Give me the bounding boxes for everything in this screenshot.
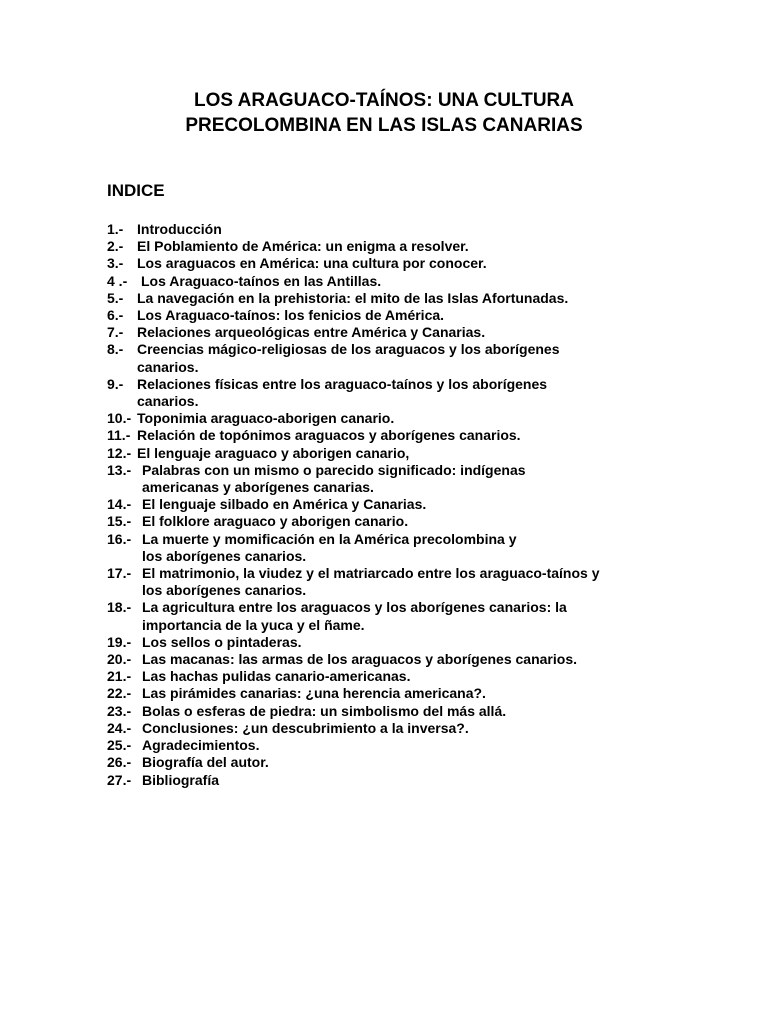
- toc-entry-number: 5.-: [107, 289, 124, 306]
- toc-entry-text: [142, 651, 577, 668]
- toc-entry: [107, 720, 599, 737]
- toc-entry-number: 13.-: [107, 461, 132, 478]
- toc-entry-number: 4 .-: [107, 272, 128, 289]
- index-heading: INDICE: [107, 181, 165, 200]
- toc-entry-text: [142, 720, 469, 737]
- toc-entry-line: Agradecimientos.: [142, 737, 260, 754]
- toc-entry-text: [142, 668, 410, 685]
- toc-entry-text: [137, 341, 560, 375]
- toc-entry-line: importancia de la yuca y el ñame.: [142, 616, 365, 633]
- toc-entry: [107, 668, 599, 685]
- toc-entry-number: 27.-: [107, 771, 132, 788]
- toc-entry-line: La agricultura entre los araguacos y los aborígenes canarios: la: [142, 599, 567, 616]
- toc-entry-text: [142, 599, 567, 633]
- toc-entry: [107, 565, 599, 599]
- toc-entry: [107, 703, 599, 720]
- toc-entry-line: El Poblamiento de América: un enigma a resolver.: [137, 238, 469, 255]
- toc-entry-text: [137, 307, 444, 324]
- toc-entry-number: 20.-: [107, 651, 132, 668]
- toc-entry: [107, 445, 599, 462]
- toc-entry-number: 22.-: [107, 685, 132, 702]
- toc-entry-line: Los Araguaco-taínos en las Antillas.: [141, 272, 382, 289]
- toc-entry-line: Las hachas pulidas canario-americanas.: [142, 668, 411, 685]
- toc-entry-line: americanas y aborígenes canarias.: [142, 479, 374, 496]
- toc-entry-text: [137, 324, 485, 341]
- toc-entry-line: los aborígenes canarios.: [142, 582, 307, 599]
- toc-entry-number: 9.-: [107, 375, 124, 392]
- toc-entry-number: 16.-: [107, 530, 132, 547]
- toc-entry-number: 17.-: [107, 565, 132, 582]
- toc-entry-line: Relaciones físicas entre los araguaco-taínos y los aborígenes: [137, 375, 548, 392]
- toc-entry-line: Toponimia araguaco-aborigen canario.: [137, 410, 395, 427]
- toc-entry: [107, 376, 599, 410]
- title-line-2: PRECOLOMBINA EN LAS ISLAS CANARIAS: [185, 115, 583, 136]
- toc-entry: [107, 462, 599, 496]
- toc-entry: [107, 221, 599, 238]
- toc-entry-line: Relación de topónimos araguacos y aborígenes canarios.: [137, 427, 521, 444]
- toc-entry-line: La navegación en la prehistoria: el mito de las Islas Afortunadas.: [137, 289, 569, 306]
- toc-entry-text: [142, 685, 486, 702]
- toc-entry-line: Las macanas: las armas de los araguacos y aborígenes canarios.: [142, 651, 577, 668]
- toc-entry-line: El lenguaje silbado en América y Canarias.: [142, 496, 427, 513]
- toc-entry-text: [137, 445, 409, 462]
- toc-entry-number: 2.-: [107, 238, 124, 255]
- toc-entry-line: Biografía del autor.: [142, 754, 269, 771]
- toc-entry-text: [141, 273, 381, 290]
- toc-entry-line: La muerte y momificación en la América precolombina y: [142, 530, 517, 547]
- toc-entry-text: [142, 703, 506, 720]
- toc-entry-line: canarios.: [137, 393, 199, 410]
- toc-entry: [107, 754, 599, 771]
- toc-entry-number: 12.-: [107, 444, 132, 461]
- toc-entry-line: Creencias mágico-religiosas de los araguacos y los aborígenes: [137, 341, 560, 358]
- toc-entry-number: 1.-: [107, 221, 124, 237]
- toc-entry-text: [137, 427, 521, 444]
- toc-entry-text: [137, 221, 222, 238]
- toc-entry-line: Las pirámides canarias: ¿una herencia americana?.: [142, 685, 486, 702]
- toc-entry-line: El lenguaje araguaco y aborigen canario,: [137, 444, 410, 461]
- toc-entry: [107, 290, 599, 307]
- toc-entry-text: [142, 634, 302, 651]
- toc-entry-text: [142, 531, 517, 565]
- toc-entry-number: 24.-: [107, 719, 132, 736]
- toc-entry: [107, 238, 599, 255]
- toc-entry-line: Introducción: [137, 221, 222, 237]
- toc-entry: [107, 513, 599, 530]
- toc-entry-line: Conclusiones: ¿un descubrimiento a la inversa?.: [142, 719, 469, 736]
- toc-entry-number: 7.-: [107, 324, 124, 341]
- toc-entry-text: [137, 255, 487, 272]
- toc-entry-number: 25.-: [107, 737, 132, 754]
- toc-entry-line: Los araguacos en América: una cultura por conocer.: [137, 255, 487, 272]
- toc-entry: [107, 634, 599, 651]
- toc-entry: [107, 737, 599, 754]
- toc-entry-text: [142, 565, 599, 599]
- toc-entry: [107, 307, 599, 324]
- toc-entry: [107, 410, 599, 427]
- toc-entry-text: [137, 238, 469, 255]
- toc-entry-number: 6.-: [107, 307, 124, 324]
- toc-entry-number: 10.-: [107, 410, 132, 427]
- toc-entry-number: 11.-: [107, 427, 131, 444]
- toc-entry: [107, 651, 599, 668]
- toc-entry: [107, 685, 599, 702]
- toc-entry-number: 14.-: [107, 496, 132, 513]
- toc-entry-text: [142, 513, 408, 530]
- toc-entry-line: El matrimonio, la viudez y el matriarcado entre los araguaco-taínos y: [142, 565, 600, 582]
- toc-entry-number: 3.-: [107, 255, 124, 272]
- toc-entry-line: El folklore araguaco y aborigen canario.: [142, 513, 409, 530]
- toc-entry-line: Relaciones arqueológicas entre América y Canarias.: [137, 324, 486, 341]
- toc-entry-line: Bolas o esferas de piedra: un simbolismo del más allá.: [142, 702, 507, 719]
- toc-entry-line: Los sellos o pintaderas.: [142, 633, 302, 650]
- toc-entry-text: [142, 496, 426, 513]
- toc-entry-line: Los Araguaco-taínos: los fenicios de América.: [137, 307, 445, 324]
- toc-entry-line: los aborígenes canarios.: [142, 547, 307, 564]
- toc-entry-text: [137, 410, 394, 427]
- toc-entry: [107, 496, 599, 513]
- toc-entry: [107, 273, 599, 290]
- toc-entry-text: [142, 772, 219, 789]
- toc-entry: [107, 531, 599, 565]
- toc-entry: [107, 599, 599, 633]
- toc-entry-line: canarios.: [137, 358, 199, 375]
- toc-entry-text: [142, 737, 259, 754]
- toc-entry-text: [137, 376, 547, 410]
- toc-entry-number: 8.-: [107, 341, 124, 358]
- toc-entry-line: Palabras con un mismo o parecido significado: indígenas: [142, 461, 526, 478]
- toc-entry-text: [142, 754, 269, 771]
- toc-entry-text: [142, 462, 526, 496]
- toc-entry: [107, 324, 599, 341]
- toc-entry: [107, 255, 599, 272]
- document-title: [0, 88, 768, 138]
- toc-entry: [107, 772, 599, 789]
- toc-entry: [107, 341, 599, 375]
- toc-entry-number: 26.-: [107, 754, 132, 771]
- table-of-contents: [107, 221, 599, 789]
- toc-entry-line: Bibliografía: [142, 771, 220, 788]
- toc-entry: [107, 427, 599, 444]
- toc-entry-number: 18.-: [107, 599, 132, 616]
- title-line-1: LOS ARAGUACO-TAÍNOS: UNA CULTURA: [194, 90, 574, 111]
- toc-entry-number: 23.-: [107, 702, 132, 719]
- toc-entry-number: 19.-: [107, 633, 132, 650]
- toc-entry-text: [137, 290, 568, 307]
- toc-entry-number: 15.-: [107, 513, 132, 530]
- toc-entry-number: 21.-: [107, 668, 132, 685]
